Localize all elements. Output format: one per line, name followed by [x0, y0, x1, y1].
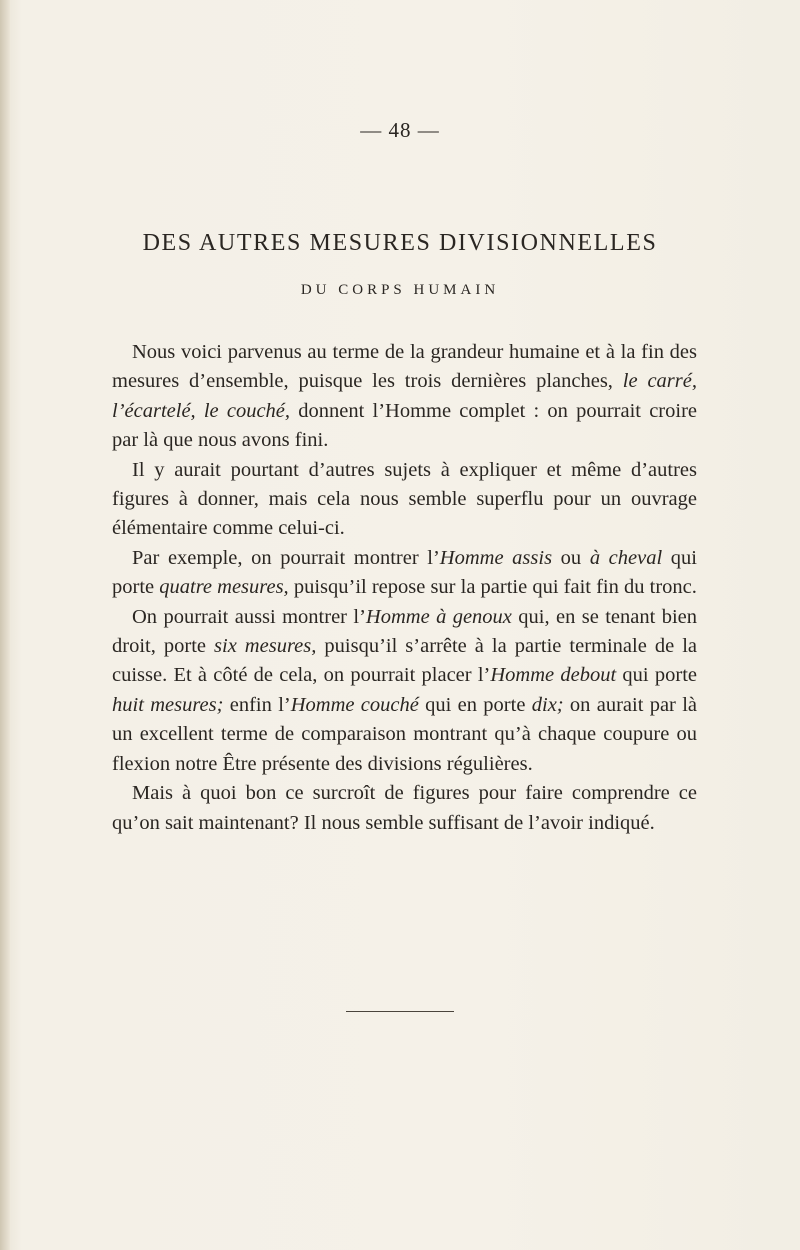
text-run: puisqu’il s’arrête à la partie terminale de la cuisse. Et à côté de cela, on pourrait placer l’	[112, 635, 698, 687]
text-run: puisqu’il repose sur la partie qui fait fin du tronc.	[288, 576, 697, 599]
text-run-italic: Homme debout	[490, 664, 617, 687]
paragraph	[112, 544, 697, 603]
text-run-italic: huit mesures;	[112, 693, 224, 716]
page-number: — 48 —	[360, 118, 440, 142]
text-run: qui en porte	[418, 693, 532, 716]
text-run: qui, en se tenant bien droit, porte	[112, 605, 697, 658]
text-run-italic: Homme à genoux	[365, 605, 512, 628]
text-run-italic: à cheval	[589, 546, 663, 569]
text-run: ou	[552, 546, 590, 569]
text-run: Il y aurait pourtant d’autres sujets à expliquer et même d’autres figures à donner, mais cela nous semble superflu pour un ouvrage élémentaire comme celui-ci.	[112, 458, 697, 540]
text-run: Nous voici parvenus au terme de la grandeur humaine et à la fin des mesures d’ensemble, puisque les trois dernières planches,	[112, 341, 697, 393]
paragraph	[112, 779, 697, 838]
text-run-italic: Homme assis	[439, 546, 553, 569]
paragraph	[112, 603, 697, 779]
text-run: On pourrait aussi montrer l’	[132, 605, 366, 628]
paragraph	[112, 456, 697, 544]
text-run: qui porte	[112, 546, 698, 599]
text-run: donnent l’Homme complet : on pourrait croire par là que nous avons fini.	[112, 399, 697, 452]
body-text	[112, 338, 697, 838]
chapter-title: DES AUTRES MESURES DIVISIONNELLES	[142, 230, 658, 256]
chapter-subtitle: DU CORPS HUMAIN	[300, 282, 500, 298]
text-run: on aurait par là un excellent terme de comparaison montrant qu’à chaque coupure ou flexion notre Être présente des divisions régulières.	[112, 693, 697, 775]
text-run-italic: quatre mesures,	[159, 576, 289, 599]
text-run-italic: six mesures,	[214, 635, 317, 658]
text-run-italic: dix;	[531, 693, 564, 716]
text-run: qui porte	[616, 664, 697, 687]
text-run: Par exemple, on pourrait montrer l’	[132, 546, 440, 569]
page-edge	[0, 0, 10, 1250]
text-run: Mais à quoi bon ce surcroît de figures pour faire comprendre ce qu’on sait maintenant? Il nous semble suffisant de l’avoir indiqué.	[112, 782, 697, 834]
text-run: enfin l’	[223, 693, 291, 716]
text-run-italic: Homme couché	[290, 693, 419, 716]
end-rule	[346, 1011, 454, 1012]
paragraph	[112, 338, 697, 456]
text-run-italic: le carré, l’écartelé, le couché,	[112, 370, 697, 422]
